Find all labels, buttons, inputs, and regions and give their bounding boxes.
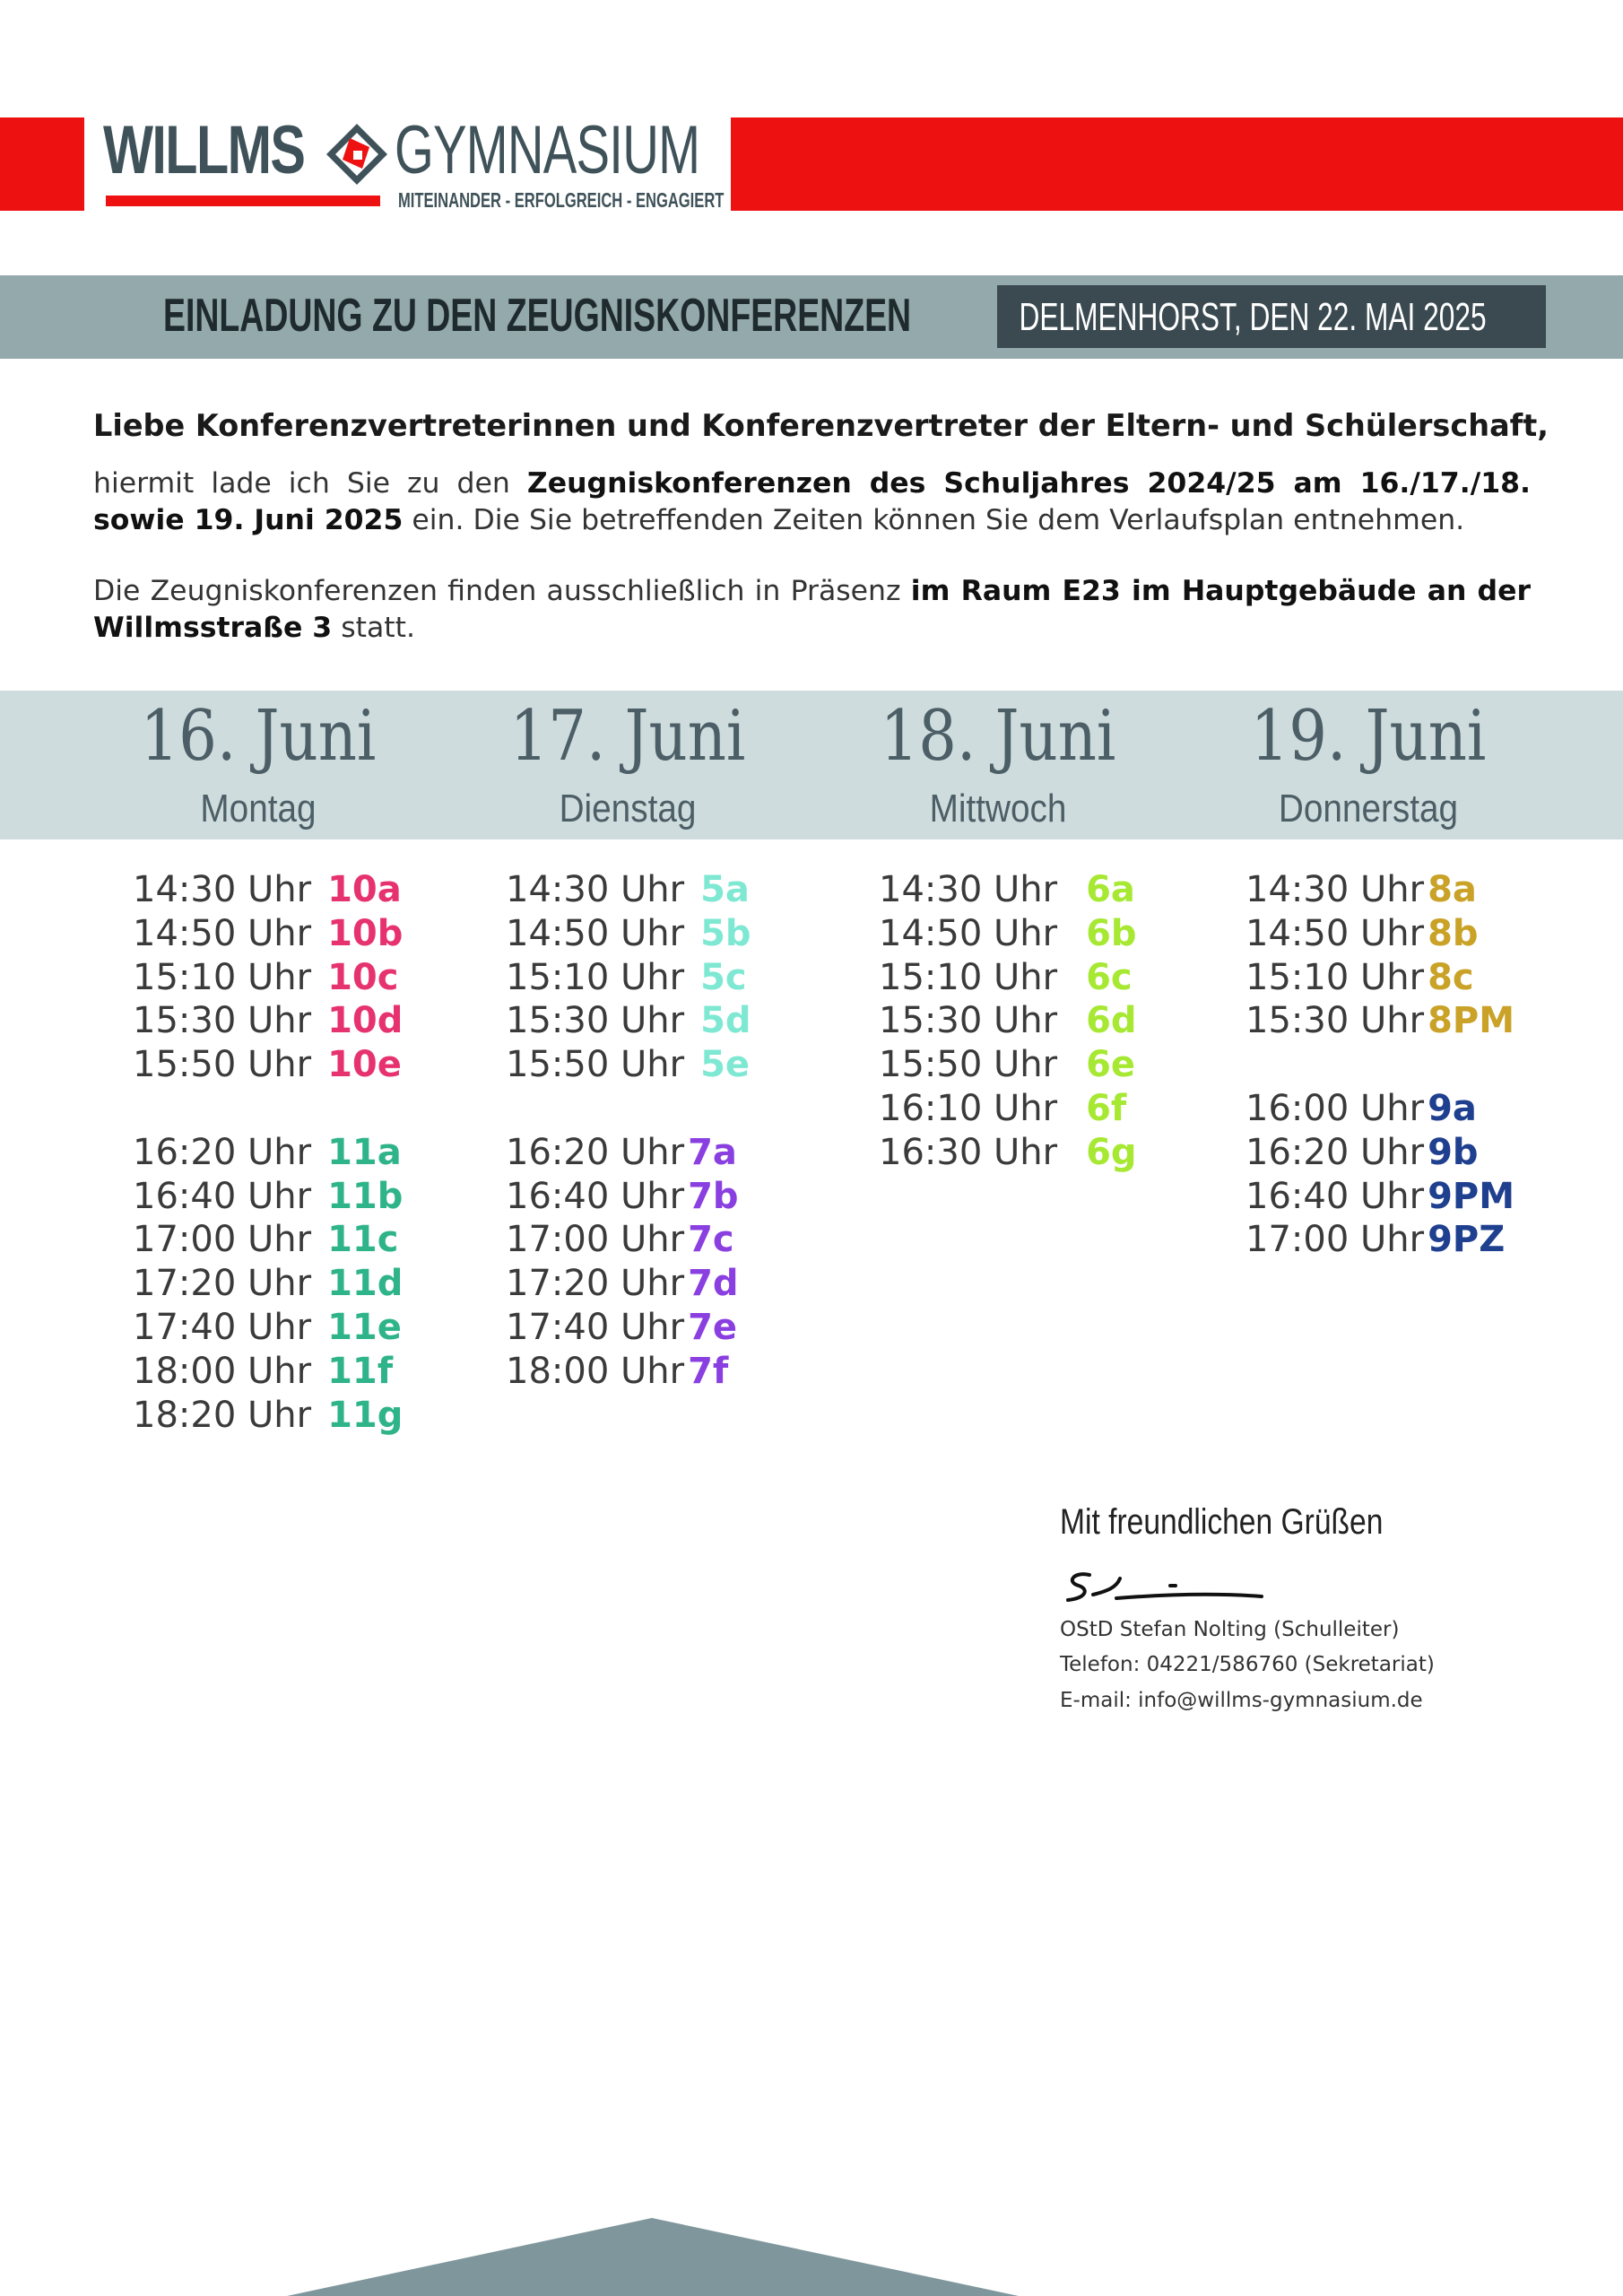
- schedule-class: 6a: [1086, 869, 1135, 910]
- schedule-time: 18:00 Uhr: [133, 1350, 312, 1392]
- schedule-row: [133, 912, 403, 956]
- day-date: 16. Juni: [140, 696, 377, 777]
- day-weekday: Dienstag: [559, 787, 697, 831]
- schedule-time: 15:30 Uhr: [506, 1000, 685, 1042]
- schedule-time: 14:50 Uhr: [879, 912, 1058, 954]
- schedule-time: 17:00 Uhr: [506, 1219, 685, 1261]
- schedule-row: [506, 912, 751, 956]
- date-text: DELMENHORST, DEN 22. MAI 2025: [1019, 295, 1487, 339]
- schedule-time: 17:00 Uhr: [133, 1219, 312, 1261]
- schedule-class: 6f: [1086, 1087, 1127, 1129]
- schedule-time: 15:10 Uhr: [133, 956, 312, 998]
- schedule-row: [879, 999, 1137, 1043]
- schedule-row: [1245, 1175, 1515, 1219]
- schedule-class: 5b: [700, 912, 751, 954]
- schedule-class: 6g: [1086, 1131, 1137, 1173]
- schedule-row: [506, 999, 751, 1043]
- schedule-row: [133, 956, 403, 1000]
- day-weekday: Mittwoch: [929, 787, 1067, 831]
- schedule-class: 8PM: [1428, 1000, 1515, 1042]
- schedule-time: 17:20 Uhr: [506, 1263, 685, 1305]
- schedule-row: [879, 956, 1137, 1000]
- schedule-monday: [133, 868, 403, 1437]
- schedule-class: 7a: [688, 1131, 737, 1173]
- day-header-monday: [61, 691, 456, 829]
- schedule-time: 15:50 Uhr: [133, 1044, 312, 1086]
- schedule-row: [506, 1131, 751, 1175]
- schedule-row: [133, 1262, 403, 1306]
- schedule-row: [133, 1043, 403, 1087]
- header-red-bar-right: [731, 117, 1623, 211]
- header-red-bar-left: [0, 117, 84, 211]
- schedule-time: 16:20 Uhr: [506, 1131, 685, 1173]
- schedule-row: [1245, 999, 1515, 1043]
- schedule-row: [506, 1306, 751, 1350]
- schedule-class: 6b: [1086, 912, 1137, 954]
- schedule-wednesday: [879, 868, 1137, 1175]
- schedule-class: 7f: [688, 1350, 729, 1392]
- schedule-time: 16:40 Uhr: [506, 1175, 685, 1217]
- day-date: 19. Juni: [1250, 696, 1487, 777]
- schedule-class: 9PM: [1428, 1175, 1515, 1217]
- schedule-tuesday: [506, 868, 751, 1394]
- schedule-row: [133, 1306, 403, 1350]
- contact-phone: Telefon: 04221/586760 (Sekretariat): [1060, 1653, 1435, 1676]
- schedule-class: 11f: [327, 1350, 394, 1392]
- schedule-time: 17:40 Uhr: [506, 1306, 685, 1348]
- schedule-time: 14:50 Uhr: [133, 912, 312, 954]
- schedule-class: 10c: [327, 956, 399, 998]
- school-logo: [103, 112, 725, 219]
- schedule-class: 6c: [1086, 956, 1133, 998]
- schedule-class: 11c: [327, 1219, 399, 1261]
- schedule-time: 18:20 Uhr: [133, 1394, 312, 1436]
- schedule-class: 10d: [327, 1000, 404, 1042]
- schedule-class: 9a: [1428, 1087, 1477, 1129]
- schedule-row: [1245, 956, 1515, 1000]
- logo-underline: [106, 196, 380, 206]
- schedule-time: 15:30 Uhr: [1245, 1000, 1425, 1042]
- schedule-row: [133, 1218, 403, 1262]
- schedule-time: 16:20 Uhr: [133, 1131, 312, 1173]
- schedule-class: 5a: [700, 869, 750, 910]
- logo-text-willms: WILLMS: [103, 112, 305, 188]
- day-weekday: Montag: [200, 787, 317, 831]
- schedule-time: 16:40 Uhr: [133, 1175, 312, 1217]
- contact-email[interactable]: E-mail: info@willms-gymnasium.de: [1060, 1689, 1423, 1712]
- schedule-time: 14:50 Uhr: [506, 912, 685, 954]
- schedule-time: 17:20 Uhr: [133, 1263, 312, 1305]
- schedule-row: [133, 1394, 403, 1438]
- signer-name: OStD Stefan Nolting (Schulleiter): [1060, 1618, 1400, 1641]
- closing-greeting: Mit freundlichen Grüßen: [1060, 1502, 1384, 1542]
- schedule-row: [879, 1043, 1137, 1087]
- schedule-time: 15:10 Uhr: [879, 956, 1058, 998]
- schedule-row: [133, 1131, 403, 1175]
- schedule-time: 16:20 Uhr: [1245, 1131, 1425, 1173]
- schedule-class: 8b: [1428, 912, 1479, 954]
- schedule-time: 14:50 Uhr: [1245, 912, 1425, 954]
- schedule-row: [879, 1131, 1137, 1175]
- letter-greeting: Liebe Konferenzvertreterinnen und Konferenzvertreter der Eltern- und Schülerschaft,: [93, 408, 1549, 443]
- schedule-row: [1245, 1131, 1515, 1175]
- letter-paragraph-2: Die Zeugniskonferenzen finden ausschließlich in Präsenz im Raum E23 im Hauptgebäude an der Willmsstraße 3 statt.: [93, 575, 1531, 644]
- day-date: 18. Juni: [880, 696, 1116, 777]
- schedule-row: [1245, 912, 1515, 956]
- schedule-row: [133, 868, 403, 912]
- schedule-time: 14:30 Uhr: [506, 869, 685, 910]
- schedule-class: 7c: [688, 1219, 734, 1261]
- schedule-class: 10e: [327, 1044, 402, 1086]
- schedule-class: 5d: [700, 1000, 751, 1042]
- schedule-row: [879, 912, 1137, 956]
- schedule-row: [1245, 868, 1515, 912]
- day-weekday: Donnerstag: [1278, 787, 1459, 831]
- schedule-time: 18:00 Uhr: [506, 1350, 685, 1392]
- schedule-time: 14:30 Uhr: [879, 869, 1058, 910]
- day-header-thursday: [1171, 691, 1566, 829]
- schedule-class: 7b: [688, 1175, 739, 1217]
- footer-decoration: [0, 2215, 1623, 2296]
- day-header-tuesday: [430, 691, 825, 829]
- schedule-time: 15:30 Uhr: [133, 1000, 312, 1042]
- schedule-row: [1245, 1218, 1515, 1262]
- logo-diamond-icon: [323, 120, 391, 188]
- schedule-row: [879, 1087, 1137, 1131]
- schedule-row: [506, 1043, 751, 1087]
- schedule-time: 16:10 Uhr: [879, 1087, 1058, 1129]
- schedule-row: [133, 1175, 403, 1219]
- schedule-class: 6e: [1086, 1044, 1136, 1086]
- schedule-row: [506, 1218, 751, 1262]
- schedule-time: 17:40 Uhr: [133, 1306, 312, 1348]
- schedule-class: 11b: [327, 1175, 404, 1217]
- schedule-row: [1245, 1087, 1515, 1131]
- logo-tagline: MITEINANDER - ERFOLGREICH - ENGAGIERT: [398, 188, 725, 212]
- schedule-class: 9b: [1428, 1131, 1479, 1173]
- schedule-row: [506, 1350, 751, 1394]
- schedule-thursday: [1245, 868, 1515, 1262]
- schedule-class: 10a: [327, 869, 402, 910]
- schedule-row: [506, 1262, 751, 1306]
- day-header-wednesday: [801, 691, 1195, 829]
- schedule-class: 11e: [327, 1306, 402, 1348]
- schedule-class: 8a: [1428, 869, 1477, 910]
- schedule-time: 15:10 Uhr: [1245, 956, 1425, 998]
- page-title: EINLADUNG ZU DEN ZEUGNISKONFERENZEN: [163, 290, 912, 342]
- schedule-time: 15:50 Uhr: [506, 1044, 685, 1086]
- day-date: 17. Juni: [509, 696, 746, 777]
- schedule-class: 10b: [327, 912, 404, 954]
- schedule-time: 16:30 Uhr: [879, 1131, 1058, 1173]
- schedule-time: 16:00 Uhr: [1245, 1087, 1425, 1129]
- schedule-row: [133, 999, 403, 1043]
- schedule-class: 9PZ: [1428, 1219, 1506, 1261]
- schedule-time: 15:10 Uhr: [506, 956, 685, 998]
- schedule-time: 14:30 Uhr: [133, 869, 312, 910]
- schedule-class: 7d: [688, 1263, 739, 1305]
- logo-text-gymnasium: GYMNASIUM: [395, 112, 700, 188]
- schedule-class: 11g: [327, 1394, 404, 1436]
- letter-paragraph-1: hiermit lade ich Sie zu den Zeugniskonferenzen des Schuljahres 2024/25 am 16./17./18. sowie 19. Juni 2025 ein. Die Sie betreffenden Zeiten können Sie dem Verlaufsplan entnehmen.: [93, 467, 1531, 536]
- schedule-time: 15:50 Uhr: [879, 1044, 1058, 1086]
- schedule-class: 6d: [1086, 1000, 1137, 1042]
- schedule-row: [506, 868, 751, 912]
- schedule-class: 5e: [700, 1044, 751, 1086]
- schedule-time: 16:40 Uhr: [1245, 1175, 1425, 1217]
- schedule-time: 15:30 Uhr: [879, 1000, 1058, 1042]
- schedule-class: 7e: [688, 1306, 738, 1348]
- schedule-time: 14:30 Uhr: [1245, 869, 1425, 910]
- schedule-class: 11d: [327, 1263, 404, 1305]
- schedule-class: 5c: [700, 956, 747, 998]
- signature: [1063, 1559, 1269, 1613]
- date-box: [997, 285, 1546, 348]
- schedule-row: [506, 956, 751, 1000]
- schedule-time: 17:00 Uhr: [1245, 1219, 1425, 1261]
- schedule-class: 11a: [327, 1131, 402, 1173]
- schedule-row: [506, 1175, 751, 1219]
- schedule-class: 8c: [1428, 956, 1474, 998]
- schedule-row: [879, 868, 1137, 912]
- schedule-row: [133, 1350, 403, 1394]
